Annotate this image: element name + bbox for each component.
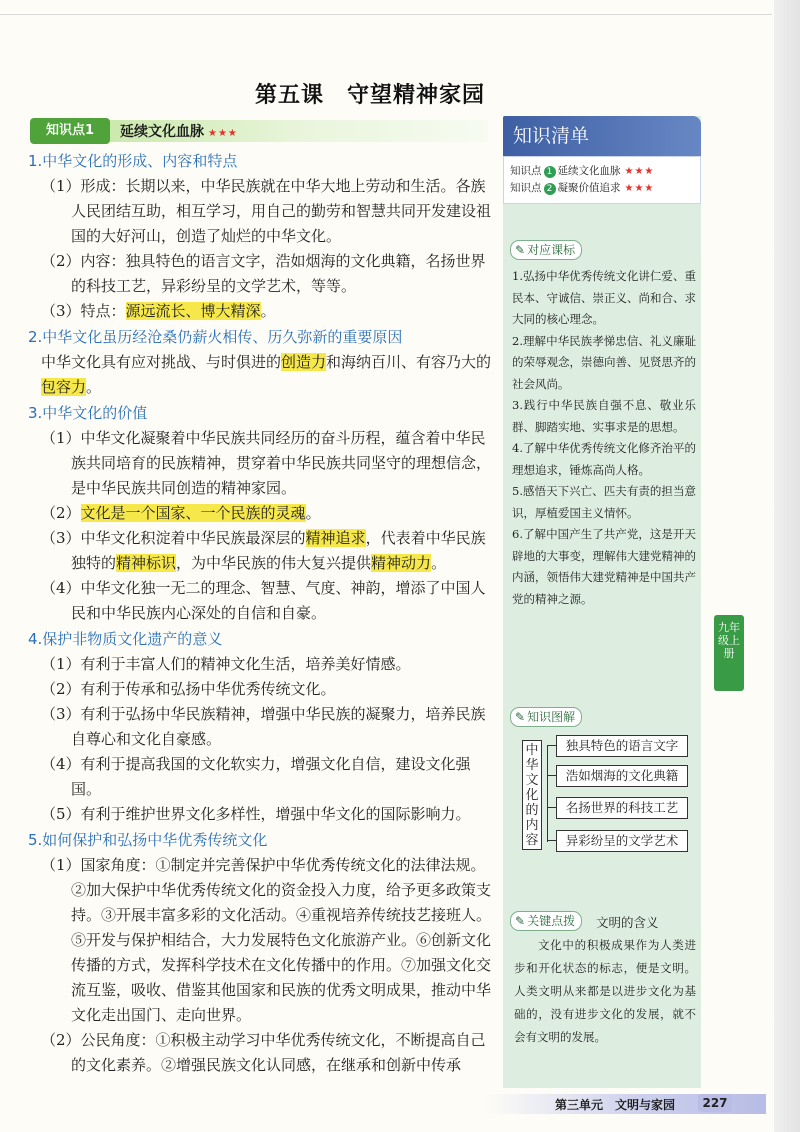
main-content: [28, 148, 496, 1078]
star-rating: ★★★: [624, 166, 655, 177]
section-heading: 4.保护非物质文化遗产的意义: [28, 630, 223, 648]
tag-label: 关键点拨: [527, 914, 576, 928]
knowledge-point-name: [120, 121, 238, 141]
page-number: 227: [698, 1094, 732, 1112]
grade-side-tab: 九年级上册: [714, 615, 744, 691]
highlight: 源远流长、博大精深: [125, 302, 261, 320]
key-point-title: 文明的含义: [596, 915, 659, 930]
diagram-connector: [547, 746, 556, 842]
standard-item: 5.感悟天下兴亡、匹夫有责的担当意识，厚植爱国主义情怀。: [512, 484, 696, 520]
curriculum-tag: [510, 240, 582, 260]
knowledge-list-item: [510, 163, 700, 180]
standard-item: 2.理解中华民族孝悌忠信、礼义廉耻的荣辱观念，崇德向善、见贤思齐的社会风尚。: [512, 333, 696, 391]
highlight: 精神动力: [371, 554, 432, 572]
label: 知识点: [510, 182, 542, 194]
list-item: （1）有利于丰富人们的精神文化生活，培养美好情感。: [41, 655, 411, 673]
section-heading: 1.中华文化的形成、内容和特点: [28, 152, 238, 170]
standard-item: 3.践行中华民族自强不息、敬业乐群、脚踏实地、实事求是的思想。: [512, 398, 696, 434]
section-heading: 5.如何保护和弘扬中华优秀传统文化: [28, 831, 268, 849]
paragraph: （1）中华文化凝聚着中华民族共同经历的奋斗历程，蕴含着中华民族共同培育的民族精神，贯穿着中华民族共同坚守的理想信念，是中华民族共同创造的精神家园。: [41, 429, 492, 497]
diagram-root: 中华文化的内容: [522, 740, 542, 850]
highlight: 文化是一个国家、一个民族的灵魂: [80, 504, 306, 522]
section-heading: 2.中华文化虽历经沧桑仍薪火相传、历久弥新的重要原因: [28, 328, 403, 346]
tag-label: 知识图解: [527, 710, 576, 724]
knowledge-list-item: [510, 180, 700, 197]
highlight: 精神追求: [305, 529, 366, 547]
text: 。: [86, 378, 102, 396]
knowledge-list-header: 知识清单: [503, 116, 701, 156]
tag-label: 对应课标: [527, 243, 576, 257]
text: 。: [431, 554, 447, 572]
paragraph: （2）内容：独具特色的语言文字，浩如烟海的文化典籍，名扬世界的科技工艺，异彩纷呈的文学艺术，等等。: [41, 252, 486, 295]
knowledge-list: [503, 156, 701, 204]
diagram-node: 名扬世界的科技工艺: [556, 797, 688, 819]
label: 凝聚价值追求: [557, 182, 621, 194]
list-item: （4）有利于提高我国的文化软实力，增强文化自信，建设文化强国。: [41, 755, 471, 798]
text: 中华文化具有应对挑战、与时俱进的: [41, 353, 282, 371]
highlight: 精神标识: [116, 554, 177, 572]
top-rule: [0, 14, 772, 15]
highlight: 创造力: [281, 353, 327, 371]
key-point-text: 文化中的积极成果作为人类进步和开化状态的标志，便是文明。人类文明从来都是以进步文化为基础的，没有进步文化的发展，就不会有文明的发展。: [514, 938, 696, 1044]
star-rating: ★★★: [208, 128, 238, 139]
text: 和海纳百川、有容乃大的: [326, 353, 492, 371]
standard-item: 6.了解中国产生了共产党，这是开天辟地的大事变，理解伟大建党精神的内涵，领悟伟大建党精神是中国共产党的精神之源。: [512, 527, 696, 606]
text: ，代表着中华民族独特的: [71, 529, 486, 572]
paragraph: （1）国家角度：①制定并完善保护中华优秀传统文化的法律法规。②加大保护中华优秀传统文化的资金投入力度，给予更多政策支持。③开展丰富多彩的文化活动。④重视培养传统技艺接班人。⑤开发与保护相结合，大力发展特色文化旅游产业。⑥创新文化传播的方式，发挥科学技术在文化传播中的作用。⑦加强文化交流互鉴，吸收、借鉴其他国家和民族的优秀文明成果，推动中华文化走出国门、走向世界。: [41, 856, 492, 1024]
paragraph: [28, 501, 496, 526]
tag-icon: ✎: [515, 914, 526, 928]
list-item: （5）有利于维护世界文化多样性，增强中华文化的国际影响力。: [41, 805, 471, 823]
curriculum-standards: [512, 266, 696, 610]
label: 知识点: [510, 165, 542, 177]
page-title: 第五课 守望精神家园: [254, 83, 485, 108]
text: （3）特点：: [41, 302, 126, 320]
label: 延续文化血脉: [557, 165, 621, 177]
tag-icon: ✎: [515, 710, 526, 724]
diagram-node: 浩如烟海的文化典籍: [556, 765, 688, 787]
paragraph: [28, 299, 496, 324]
diagram-tag: [510, 707, 582, 727]
text: 。: [260, 302, 276, 320]
footer-unit: 第三单元 文明与家园: [555, 1098, 676, 1112]
paragraph: [28, 350, 496, 400]
star-rating: ★★★: [624, 183, 655, 194]
paragraph: （2）公民角度：①积极主动学习中华优秀传统文化，不断提高自己的文化素养。②增强民族文化认同感，在继承和创新中传承: [41, 1031, 486, 1074]
standard-item: 1.弘扬中华优秀传统文化讲仁爱、重民本、守诚信、崇正义、尚和合、求大同的核心理念。: [512, 269, 696, 326]
key-point-tag: [510, 911, 582, 931]
number-badge: 2: [544, 183, 556, 195]
paragraph: （1）形成：长期以来，中华民族就在中华大地上劳动和生活。各族人民团结互助，相互学习，用自己的勤劳和智慧共同开发建设祖国的大好河山，创造了灿烂的中华文化。: [41, 177, 492, 245]
paragraph: （4）中华文化独一无二的理念、智慧、气度、神韵，增添了中国人民和中华民族内心深处的自信和自豪。: [41, 579, 486, 622]
standard-item: 4.了解中华优秀传统文化修齐治平的理想追求，锤炼高尚人格。: [512, 441, 696, 477]
text: 。: [305, 504, 321, 522]
highlight: 包容力: [41, 378, 87, 396]
paragraph: [28, 526, 496, 576]
text: ，为中华民族的伟大复兴提供: [176, 554, 372, 572]
tag-icon: ✎: [515, 243, 526, 257]
knowledge-point-tag: 知识点1: [30, 118, 110, 144]
page-edge: [774, 0, 800, 1132]
text: （2）: [41, 504, 81, 522]
diagram-node: 异彩纷呈的文学艺术: [556, 830, 688, 852]
section-heading: 3.中华文化的价值: [28, 404, 148, 422]
knowledge-point-title: 延续文化血脉: [120, 124, 204, 140]
list-item: （3）有利于弘扬中华民族精神，增强中华民族的凝聚力，培养民族自尊心和文化自豪感。: [41, 705, 486, 748]
diagram-node: 独具特色的语言文字: [556, 735, 688, 757]
number-badge: 1: [544, 166, 556, 178]
list-item: （2）有利于传承和弘扬中华优秀传统文化。: [41, 680, 336, 698]
text: （3）中华文化积淀着中华民族最深层的: [41, 529, 306, 547]
